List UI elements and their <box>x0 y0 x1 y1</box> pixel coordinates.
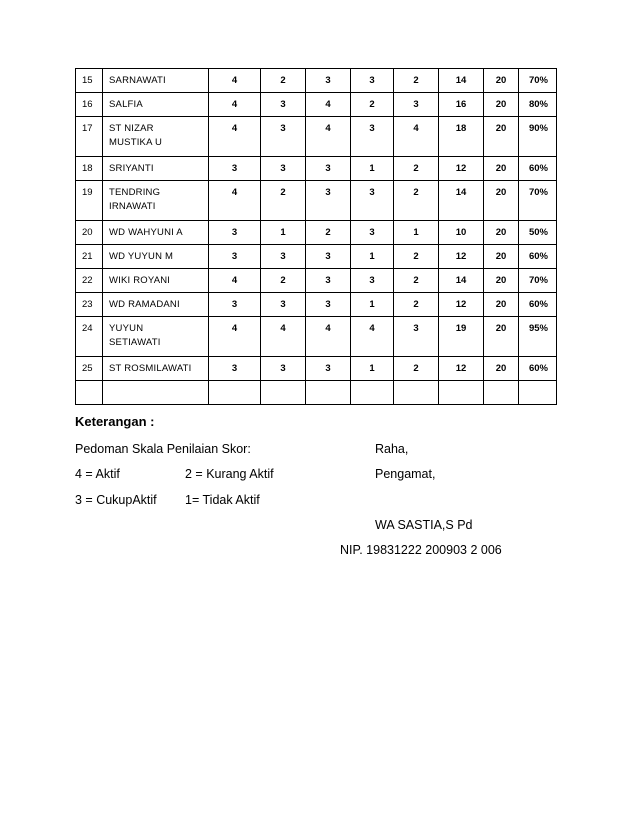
percentage: 90% <box>519 117 557 157</box>
score-cell: 2 <box>394 357 439 381</box>
score-cell: 2 <box>394 69 439 93</box>
percentage: 60% <box>519 245 557 269</box>
score-cell: 4 <box>261 317 306 357</box>
score-cell: 3 <box>351 69 394 93</box>
percentage: 50% <box>519 221 557 245</box>
score-cell: 2 <box>394 157 439 181</box>
student-name <box>103 181 209 221</box>
scale-2: 2 = Kurang Aktif <box>185 467 274 481</box>
percentage: 70% <box>519 69 557 93</box>
total-score: 12 <box>439 157 484 181</box>
score-cell: 2 <box>394 269 439 293</box>
student-name <box>103 357 209 381</box>
empty-cell <box>103 381 209 405</box>
row-number: 24 <box>76 317 103 357</box>
empty-cell <box>76 381 103 405</box>
score-table-body <box>76 69 557 405</box>
score-cell: 1 <box>394 221 439 245</box>
scale-1: 1= Tidak Aktif <box>185 493 260 507</box>
score-cell: 2 <box>351 93 394 117</box>
score-cell: 3 <box>394 317 439 357</box>
table-row <box>76 293 557 317</box>
total-score: 12 <box>439 245 484 269</box>
total-score: 10 <box>439 221 484 245</box>
percentage: 60% <box>519 293 557 317</box>
score-cell: 3 <box>394 93 439 117</box>
max-score: 20 <box>484 293 519 317</box>
score-cell: 4 <box>209 93 261 117</box>
score-cell: 2 <box>394 245 439 269</box>
table-row <box>76 317 557 357</box>
row-number: 21 <box>76 245 103 269</box>
student-name <box>103 293 209 317</box>
max-score: 20 <box>484 357 519 381</box>
student-name-line: SRIYANTI <box>109 163 154 174</box>
score-cell: 4 <box>394 117 439 157</box>
table-row <box>76 157 557 181</box>
percentage: 80% <box>519 93 557 117</box>
empty-cell <box>484 381 519 405</box>
table-row <box>76 269 557 293</box>
student-name-line: ST ROSMILAWATI <box>109 363 192 374</box>
empty-cell <box>351 381 394 405</box>
score-cell: 3 <box>351 117 394 157</box>
row-number: 16 <box>76 93 103 117</box>
student-name-line: WD YUYUN M <box>109 251 174 262</box>
student-name <box>103 221 209 245</box>
student-name <box>103 245 209 269</box>
score-cell: 1 <box>261 221 306 245</box>
total-score: 12 <box>439 293 484 317</box>
max-score: 20 <box>484 93 519 117</box>
student-name-line: MUSTIKA U <box>109 137 163 148</box>
max-score: 20 <box>484 221 519 245</box>
total-score: 12 <box>439 357 484 381</box>
score-cell: 2 <box>394 293 439 317</box>
total-score: 19 <box>439 317 484 357</box>
score-cell: 4 <box>306 117 351 157</box>
table-row <box>76 357 557 381</box>
score-cell: 4 <box>209 117 261 157</box>
student-name-line: SARNAWATI <box>109 75 166 86</box>
score-cell: 3 <box>261 245 306 269</box>
max-score: 20 <box>484 245 519 269</box>
scale-3: 3 = CukupAktif <box>75 493 157 507</box>
score-cell: 3 <box>261 293 306 317</box>
student-name-line: ST NIZAR <box>109 123 154 134</box>
max-score: 20 <box>484 317 519 357</box>
row-number: 17 <box>76 117 103 157</box>
percentage: 95% <box>519 317 557 357</box>
score-cell: 3 <box>306 69 351 93</box>
score-cell: 2 <box>261 181 306 221</box>
table-row <box>76 93 557 117</box>
score-cell: 3 <box>351 221 394 245</box>
row-number: 25 <box>76 357 103 381</box>
table-row <box>76 181 557 221</box>
score-cell: 3 <box>306 181 351 221</box>
student-name-line: YUYUN <box>109 323 144 334</box>
score-cell: 3 <box>209 221 261 245</box>
score-cell: 4 <box>209 317 261 357</box>
student-name <box>103 269 209 293</box>
signature-place: Raha, <box>375 442 409 456</box>
signature-name: WA SASTIA,S Pd <box>375 518 473 532</box>
total-score: 14 <box>439 69 484 93</box>
row-number: 18 <box>76 157 103 181</box>
score-cell: 4 <box>209 181 261 221</box>
percentage: 60% <box>519 157 557 181</box>
max-score: 20 <box>484 157 519 181</box>
score-cell: 3 <box>261 357 306 381</box>
student-name-line: WD WAHYUNI A <box>109 227 183 238</box>
score-cell: 1 <box>351 357 394 381</box>
score-cell: 3 <box>351 181 394 221</box>
score-cell: 3 <box>209 293 261 317</box>
signature-nip: NIP. 19831222 200903 2 006 <box>340 543 502 557</box>
score-cell: 3 <box>209 157 261 181</box>
score-cell: 1 <box>351 293 394 317</box>
student-name <box>103 157 209 181</box>
score-cell: 2 <box>261 69 306 93</box>
table-row <box>76 117 557 157</box>
signature-role: Pengamat, <box>375 467 436 481</box>
score-cell: 4 <box>351 317 394 357</box>
score-cell: 1 <box>351 157 394 181</box>
empty-row <box>76 381 557 405</box>
scale-4: 4 = Aktif <box>75 467 120 481</box>
row-number: 23 <box>76 293 103 317</box>
student-name-line: SALFIA <box>109 99 143 110</box>
row-number: 15 <box>76 69 103 93</box>
percentage: 70% <box>519 181 557 221</box>
max-score: 20 <box>484 181 519 221</box>
student-name-line: SETIAWATI <box>109 337 161 348</box>
score-cell: 2 <box>261 269 306 293</box>
empty-cell <box>261 381 306 405</box>
total-score: 14 <box>439 269 484 293</box>
table-row <box>76 221 557 245</box>
student-name-line: WD RAMADANI <box>109 299 180 310</box>
student-name-line: IRNAWATI <box>109 201 156 212</box>
score-cell: 3 <box>306 357 351 381</box>
score-cell: 3 <box>306 157 351 181</box>
score-cell: 3 <box>209 357 261 381</box>
total-score: 18 <box>439 117 484 157</box>
max-score: 20 <box>484 117 519 157</box>
empty-cell <box>439 381 484 405</box>
total-score: 14 <box>439 181 484 221</box>
empty-cell <box>209 381 261 405</box>
row-number: 19 <box>76 181 103 221</box>
empty-cell <box>519 381 557 405</box>
score-cell: 4 <box>209 69 261 93</box>
empty-cell <box>306 381 351 405</box>
scale-title: Pedoman Skala Penilaian Skor: <box>75 442 251 456</box>
score-cell: 2 <box>306 221 351 245</box>
notes-heading: Keterangan : <box>75 414 155 429</box>
table-row <box>76 69 557 93</box>
max-score: 20 <box>484 69 519 93</box>
empty-cell <box>394 381 439 405</box>
percentage: 60% <box>519 357 557 381</box>
student-name-line: WIKI ROYANI <box>109 275 171 286</box>
student-name-line: TENDRING <box>109 187 161 198</box>
score-cell: 4 <box>306 317 351 357</box>
table-row <box>76 245 557 269</box>
score-cell: 3 <box>306 293 351 317</box>
score-cell: 3 <box>209 245 261 269</box>
student-name <box>103 93 209 117</box>
score-cell: 3 <box>261 93 306 117</box>
student-name <box>103 317 209 357</box>
score-cell: 3 <box>261 117 306 157</box>
max-score: 20 <box>484 269 519 293</box>
student-name <box>103 69 209 93</box>
score-cell: 3 <box>351 269 394 293</box>
percentage: 70% <box>519 269 557 293</box>
score-table <box>75 68 557 405</box>
score-cell: 4 <box>306 93 351 117</box>
score-cell: 3 <box>261 157 306 181</box>
score-cell: 1 <box>351 245 394 269</box>
row-number: 20 <box>76 221 103 245</box>
score-cell: 3 <box>306 245 351 269</box>
score-cell: 3 <box>306 269 351 293</box>
student-name <box>103 117 209 157</box>
row-number: 22 <box>76 269 103 293</box>
total-score: 16 <box>439 93 484 117</box>
score-cell: 2 <box>394 181 439 221</box>
score-cell: 4 <box>209 269 261 293</box>
